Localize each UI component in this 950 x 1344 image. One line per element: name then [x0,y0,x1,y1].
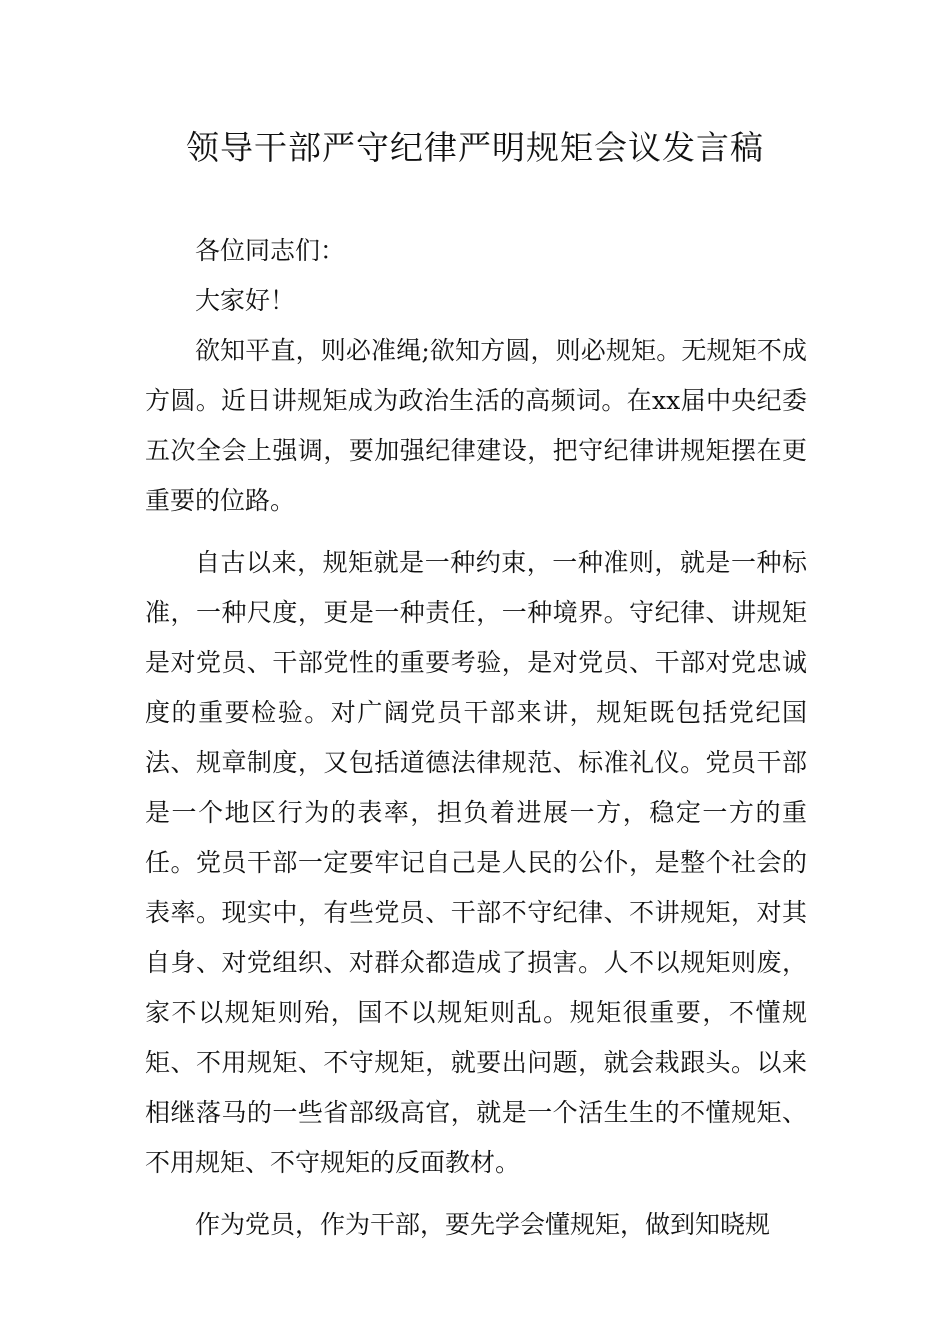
body-paragraph: 自古以来，规矩就是一种约束，一种准则，就是一种标准，一种尺度，更是一种责任，一种境界。守纪律、讲规矩是对党员、干部党性的重要考验，是对党员、干部对党忠诚度的重要检验。对广阔党员干部来讲，规矩既包括党纪国法、规章制度，又包括道德法律规范、标准礼仪。党员干部是一个地区行为的表率，担负着进展一方，稳定一方的重任。党员干部一定要牢记自己是人民的公仆，是整个社会的表率。现实中，有些党员、干部不守纪律、不讲规矩，对其自身、对党组织、对群众都造成了损害。人不以规矩则废，家不以规矩则殆，国不以规矩则乱。规矩很重要，不懂规矩、不用规矩、不守规矩，就要出问题，就会栽跟头。以来相继落马的一些省部级高官，就是一个活生生的不懂规矩、不用规矩、不守规矩的反面教材。 [145,548,807,1177]
body-paragraph: 欲知平直，则必准绳;欲知方圆，则必规矩。无规矩不成方圆。近日讲规矩成为政治生活的高频词。在xx届中央纪委五次全会上强调，要加强纪律建设，把守纪律讲规矩摆在更重要的位路。 [145,336,807,515]
greeting: 大家好！ [195,286,296,315]
salutation: 各位同志们： [195,236,346,265]
document-body [145,226,807,1250]
document-title: 领导干部严守纪律严明规矩会议发言稿 [186,128,764,167]
body-paragraph: 作为党员，作为干部，要先学会懂规矩，做到知晓规 [195,1210,771,1239]
